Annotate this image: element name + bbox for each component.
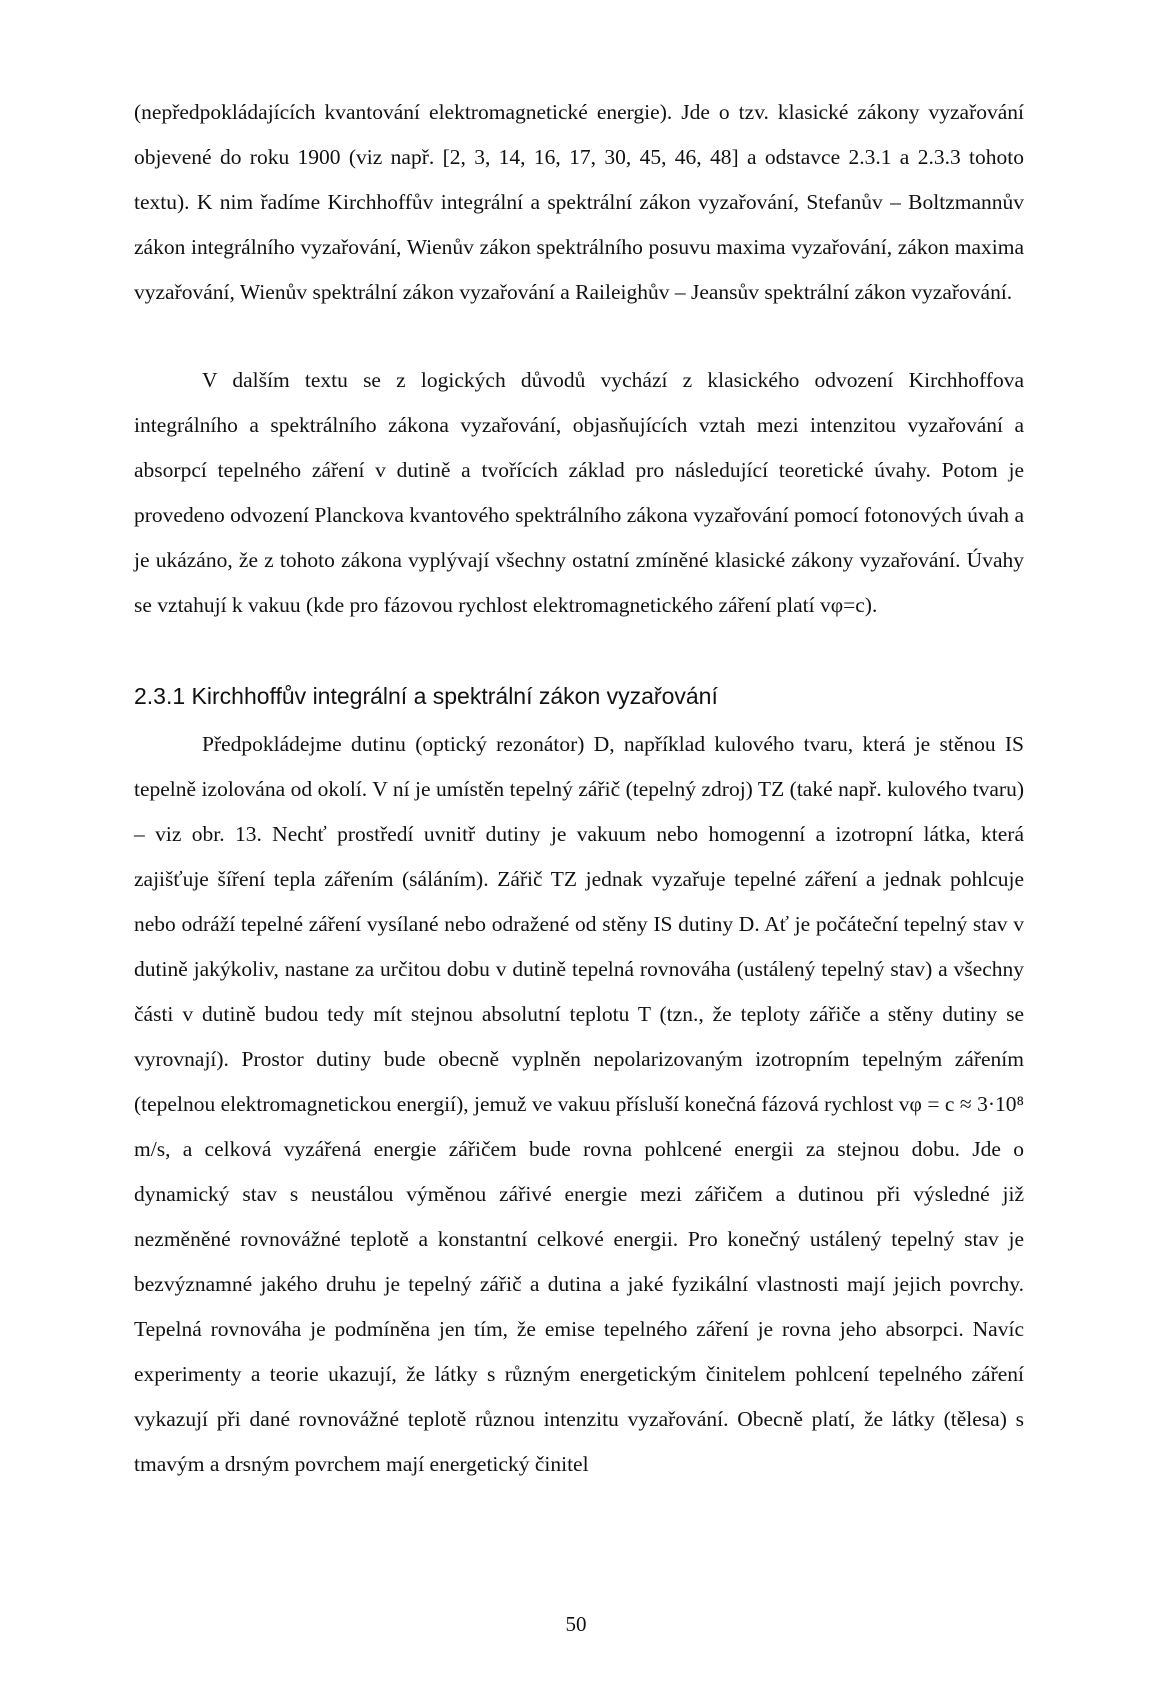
paragraph-intro: (nepředpokládajících kvantování elektromagnetické energie). Jde o tzv. klasické zákony vyzařování objevené do roku 1900 (viz např. [2, 3, 14, 16, 17, 30, 45, 46, 48] a odstavce 2.3.1 a 2.3.3 tohoto textu). K nim řadíme Kirchhoffův integrální a spektrální zákon vyzařování, Stefanův – Boltzmannův zákon integrálního vyzařování, Wienův zákon spektrálního posuvu maxima vyzařování, zákon maxima vyzařování, Wienův spektrální zákon vyzařování a Raileighův – Jeansův spektrální zákon vyzařování. xyxy=(134,100,1024,304)
page-number: 50 xyxy=(565,1612,587,1636)
section-heading: 2.3.1 Kirchhoffův integrální a spektrální zákon vyzařování xyxy=(134,683,718,709)
paragraph-derivation: V dalším textu se z logických důvodů vychází z klasického odvození Kirchhoffova integrálního a spektrálního zákona vyzařování, objasňujících vztah mezi intenzitou vyzařování a absorpcí tepelného záření v dutině a tvořících základ pro následující teoretické úvahy. Potom je provedeno odvození Planckova kvantového spektrálního zákona vyzařování pomocí fotonových úvah a je ukázáno, že z tohoto zákona vyplývají všechny ostatní zmíněné klasické zákony vyzařování. Úvahy se vztahují k vakuu (kde pro fázovou rychlost elektromagnetického záření platí vφ=c). xyxy=(134,368,1024,617)
paragraph-cavity: Předpokládejme dutinu (optický rezonátor) D, například kulového tvaru, která je stěnou IS tepelně izolována od okolí. V ní je umístěn tepelný zářič (tepelný zdroj) TZ (také např. kulového tvaru) – viz obr. 13. Nechť prostředí uvnitř dutiny je vakuum nebo homogenní a izotropní látka, která zajišťuje šíření tepla zářením (sáláním). Zářič TZ jednak vyzařuje tepelné záření a jednak pohlcuje nebo odráží tepelné záření vysílané nebo odražené od stěny IS dutiny D. Ať je počáteční tepelný stav v dutině jakýkoliv, nastane za určitou dobu v dutině tepelná rovnováha (ustálený tepelný stav) a všechny části v dutině budou tedy mít stejnou absolutní teplotu T (tzn., že teploty zářiče a stěny dutiny se vyrovnají). Prostor dutiny bude obecně vyplněn nepolarizovaným izotropním tepelným zářením (tepelnou elektromagnetickou energií), jemuž ve vakuu přísluší konečná fázová rychlost vφ = c ≈ 3·10⁸ m/s, a celková vyzářená energie zářičem bude rovna pohlcené energii za stejnou dobu. Jde o dynamický stav s neustálou výměnou zářivé energie mezi zářičem a dutinou při výsledné již nezměněné rovnovážné teplotě a konstantní celkové energii. Pro konečný ustálený tepelný stav je bezvýznamné jakého druhu je tepelný zářič a dutina a jaké fyzikální vlastnosti mají jejich povrchy. Tepelná rovnováha je podmíněna jen tím, že emise tepelného záření je rovna jeho absorpci. Navíc experimenty a teorie ukazují, že látky s různým energetickým činitelem pohlcení tepelného záření vykazují při dané rovnovážné teplotě různou intenzitu vyzařování. Obecně platí, že látky (tělesa) s tmavým a drsným povrchem mají energetický činitel xyxy=(134,732,1024,1476)
